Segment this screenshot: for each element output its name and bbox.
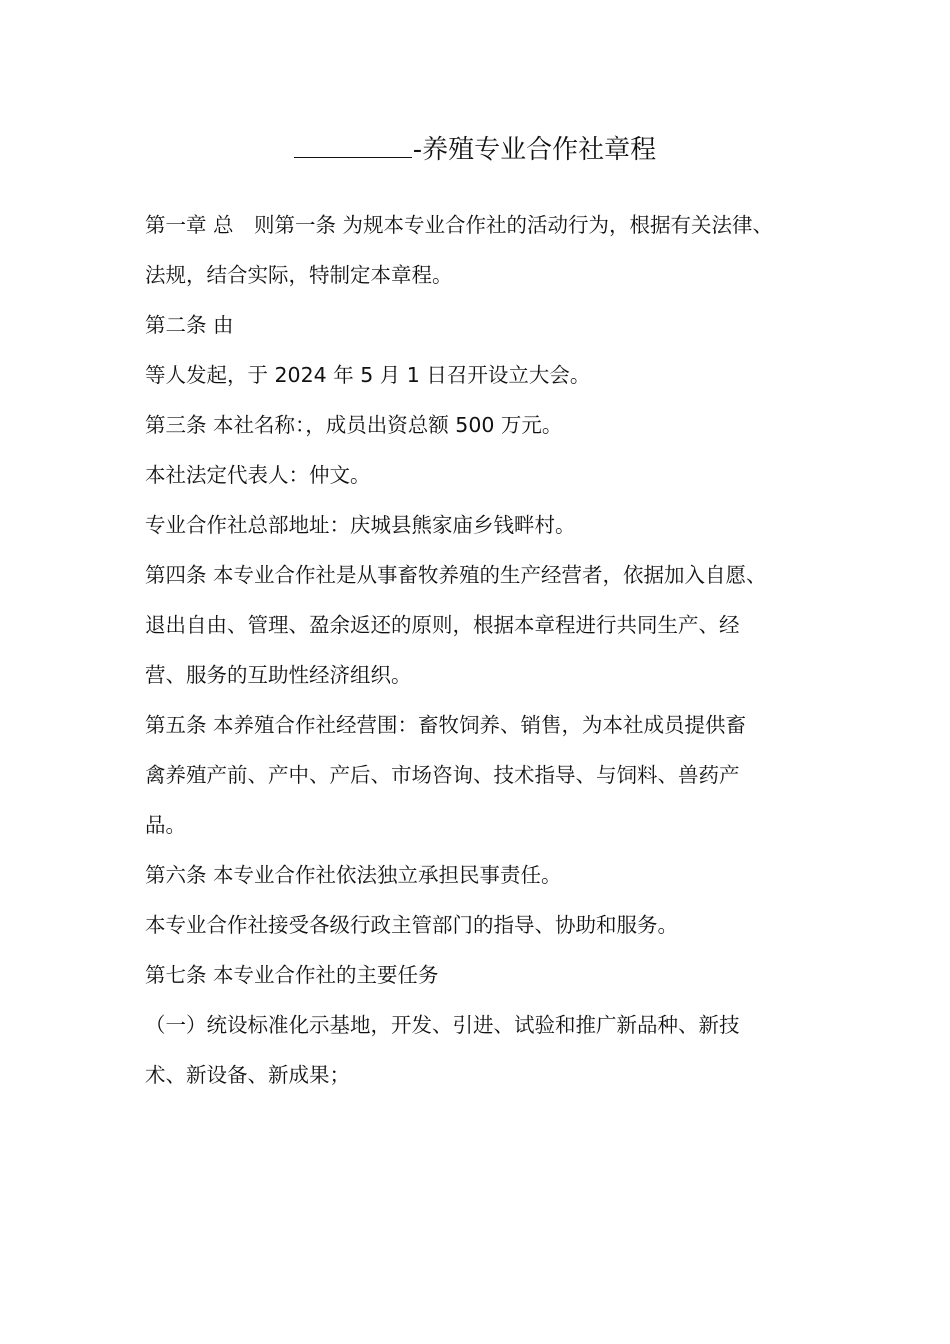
body-line: 等人发起，于 2024 年 5 月 1 日召开设立大会。 <box>145 363 591 387</box>
body-line: 本专业合作社接受各级行政主管部门的指导、协助和服务。 <box>145 913 678 937</box>
body-line: 专业合作社总部地址：庆城县熊家庙乡钱畔村。 <box>145 513 576 537</box>
title-blank-line <box>294 135 412 158</box>
body-line: 第二条 由 <box>145 313 234 337</box>
body-line: 营、服务的互助性经济组织。 <box>145 663 412 687</box>
body-line: 第六条 本专业合作社依法独立承担民事责任。 <box>145 863 562 887</box>
document-title <box>0 128 950 172</box>
body-line: 法规，结合实际，特制定本章程。 <box>145 263 453 287</box>
body-line: 品。 <box>145 813 186 837</box>
body-line: （一）统设标准化示基地，开发、引进、试验和推广新品种、新技 <box>145 1013 740 1037</box>
document-body <box>145 200 835 1100</box>
body-line: 第七条 本专业合作社的主要任务 <box>145 963 439 987</box>
body-line: 术、新设备、新成果； <box>145 1063 350 1087</box>
body-line: 退出自由、管理、盈余返还的原则，根据本章程进行共同生产、经 <box>145 613 740 637</box>
body-line: 第五条 本养殖合作社经营围：畜牧饲养、销售，为本社成员提供畜 <box>145 713 747 737</box>
body-line: 第一章 总 则第一条 为规本专业合作社的活动行为，根据有关法律、 <box>145 213 774 237</box>
body-line: 禽养殖产前、产中、产后、市场咨询、技术指导、与饲料、兽药产 <box>145 763 740 787</box>
body-line: 本社法定代表人：仲文。 <box>145 463 371 487</box>
title-text: -养殖专业合作社章程 <box>412 135 657 165</box>
body-line: 第三条 本社名称：，成员出资总额 500 万元。 <box>145 413 563 437</box>
body-line: 第四条 本专业合作社是从事畜牧养殖的生产经营者，依据加入自愿、 <box>145 563 767 587</box>
